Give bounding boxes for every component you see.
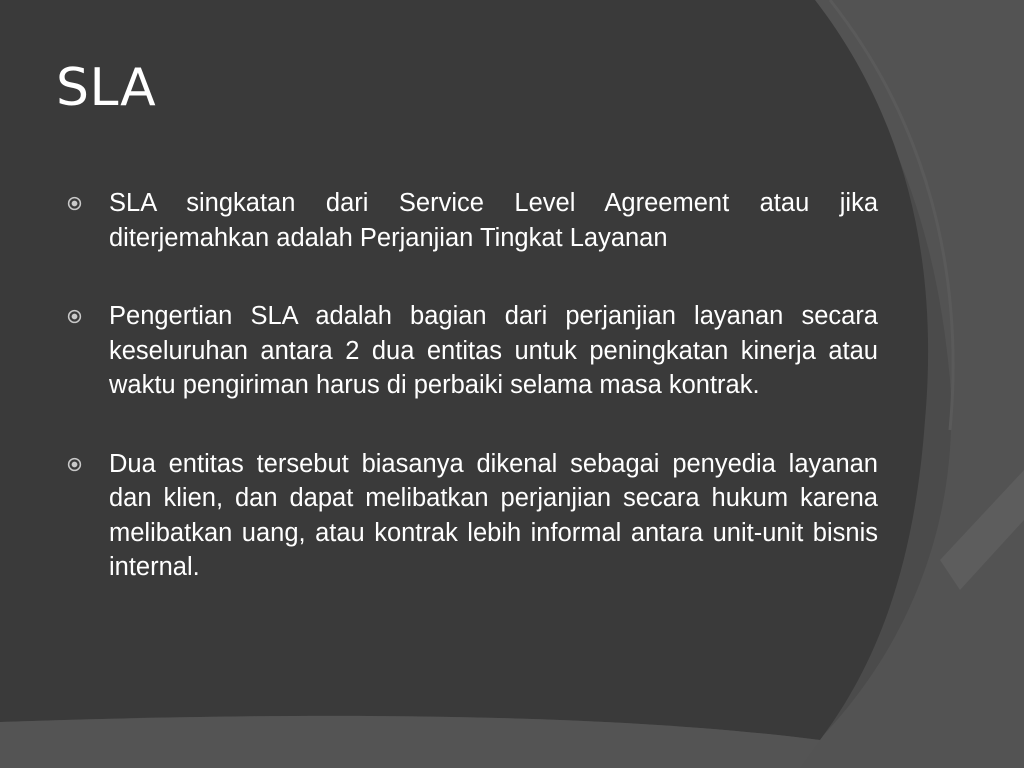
bullet-text: SLA singkatan dari Service Level Agreement atau jika diterjemahkan adalah Perjanjian Tingkat Layanan (109, 189, 878, 252)
circled-dot-icon (67, 196, 82, 211)
bullet-item (62, 447, 878, 585)
bullet-text: Pengertian SLA adalah bagian dari perjanjian layanan secara keseluruhan antara 2 dua entitas untuk peningkatan kinerja atau waktu pengiriman harus di perbaiki selama masa kontrak. (109, 302, 878, 399)
slide-title: SLA (56, 58, 157, 118)
bullet-item (62, 299, 878, 403)
bullet-text: Dua entitas tersebut biasanya dikenal sebagai penyedia layanan dan klien, dan dapat melibatkan perjanjian secara hukum karena melibatkan uang, atau kontrak lebih informal antara unit-unit bisnis internal. (109, 449, 878, 581)
bullet-list (62, 186, 878, 629)
circled-dot-icon (67, 457, 82, 472)
bullet-item (62, 186, 878, 255)
circled-dot-icon (67, 309, 82, 324)
